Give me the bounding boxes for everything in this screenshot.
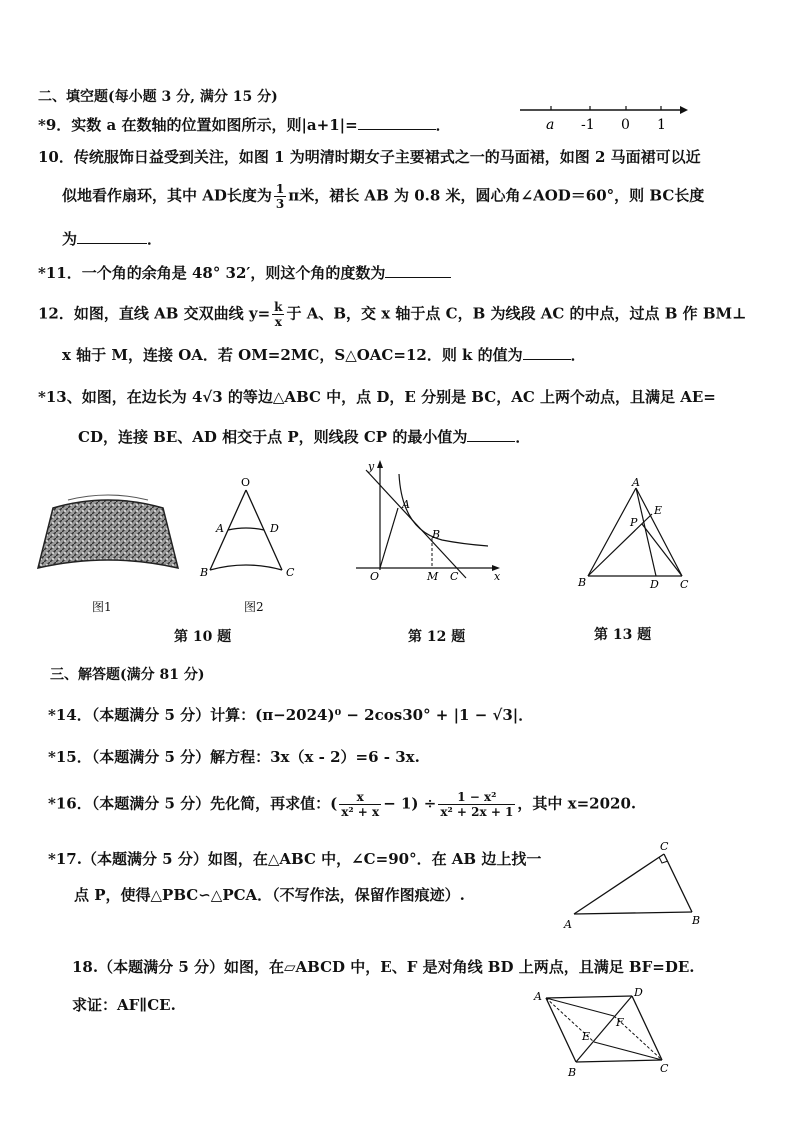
fig2-sector-diagram <box>198 476 318 602</box>
q18-line1: 18.（本题满分 5 分）如图，在▱ABCD 中，E、F 是对角线 BD 上两点，且满足 BF=DE. <box>72 958 695 976</box>
q9-answer-blank <box>358 115 436 130</box>
q10-tail: ． <box>147 230 163 248</box>
q12-label-x: x <box>494 570 501 583</box>
q10-line2 <box>62 182 704 211</box>
q13-label-c: C <box>680 578 689 591</box>
q16-f2-num: 1 − x² <box>438 790 515 805</box>
q12-label-o: O <box>370 570 380 583</box>
q17-triangle-figure <box>564 840 724 930</box>
q13-text: CD，连接 BE、AD 相交于点 P，则线段 CP 的最小值为 <box>78 428 468 446</box>
q12-frac-num: k <box>274 300 283 314</box>
q13-line1: *13、如图，在边长为 4√3 的等边△ABC 中，点 D，E 分别是 BC，AC 上两个动点，且满足 AE= <box>38 388 716 406</box>
q12-tail: ． <box>570 346 586 364</box>
fig1-label: 图1 <box>92 600 112 614</box>
section2-title: 二、填空题(每小题 3 分, 满分 15 分) <box>38 89 278 105</box>
q12-line2 <box>62 344 586 365</box>
q9-label-1: 1 <box>657 117 666 133</box>
q16-fraction-2 <box>438 790 515 819</box>
q11-text: *11．一个角的余角是 48° 32′，则这个角的度数为 <box>38 264 386 282</box>
q18-label-c: C <box>660 1062 669 1075</box>
fig2-point-a: A <box>216 522 224 535</box>
q12-figure-caption: 第 12 题 <box>408 629 466 645</box>
q10-line3 <box>62 228 162 249</box>
q10-frac-num: 1 <box>275 182 285 196</box>
q12-figure <box>352 460 502 590</box>
q9-tail: ． <box>435 116 451 134</box>
q10-frac-den: 3 <box>275 197 285 211</box>
q16-f1-den: x² + x <box>341 805 380 819</box>
q12-text-a: 12．如图，直线 AB 交双曲线 y= <box>38 304 271 323</box>
q13-answer-blank <box>467 427 515 442</box>
q12-label-a: A <box>402 498 410 511</box>
q17-line2: 点 P，使得△PBC∽△PCA．（不写作法，保留作图痕迹）. <box>74 886 465 904</box>
q13-label-d: D <box>650 578 659 591</box>
q18-label-f: F <box>616 1016 624 1029</box>
q9-label-0: 0 <box>621 117 630 133</box>
q12-line1 <box>38 300 747 329</box>
q16-mid: − 1) ÷ <box>383 794 437 813</box>
q10-text-b: π米，裙长 AB 为 0.8 米，圆心角∠AOD＝60°，则 BC长度 <box>288 186 705 205</box>
q9-label-a: a <box>546 117 555 133</box>
q12-label-c: C <box>450 570 459 583</box>
q16-prefix: *16．（本题满分 5 分）先化简，再求值：( <box>48 794 338 813</box>
q9-number-line <box>515 96 695 136</box>
q12-label-m: M <box>427 570 439 583</box>
q10-fraction <box>274 182 286 211</box>
q13-figure <box>576 478 696 598</box>
q18-line2: 求证：AF∥CE. <box>72 996 176 1014</box>
q13-label-e: E <box>654 504 663 517</box>
q16-question <box>48 790 636 819</box>
q12-label-b: B <box>432 528 441 541</box>
q18-label-b: B <box>568 1066 577 1079</box>
q18-label-a: A <box>534 990 542 1003</box>
fig2-label: 图2 <box>244 600 264 614</box>
q13-tail: ． <box>515 428 531 446</box>
q13-figure-caption: 第 13 题 <box>594 627 652 643</box>
q9-question <box>38 114 451 135</box>
q10-line1: 10．传统服饰日益受到关注，如图 1 为明清时期女子主要裙式之一的马面裙，如图 2 马面裙可以近 <box>38 148 701 166</box>
fig2-point-b: B <box>200 566 209 579</box>
q12-answer-blank <box>523 345 571 360</box>
fig1-skirt-picture <box>38 490 178 590</box>
fig2-point-o: O <box>241 476 251 489</box>
q13-label-a: A <box>632 476 640 489</box>
q17-line1: *17.（本题满分 5 分）如图，在△ABC 中，∠C=90°．在 AB 边上找一 <box>48 850 542 868</box>
q10-text-c: 为 <box>62 230 78 248</box>
q18-label-e: E <box>582 1030 591 1043</box>
q17-label-c: C <box>660 840 669 853</box>
q13-label-p: P <box>630 516 638 529</box>
q18-label-d: D <box>634 986 643 999</box>
q14-question: *14．（本题满分 5 分）计算：(π−2024)⁰ − 2cos30° + |1 − √3|． <box>48 706 534 724</box>
q16-f2-den: x² + 2x + 1 <box>440 805 514 819</box>
q10-figure-caption: 第 10 题 <box>174 629 232 645</box>
q15-question: *15．（本题满分 5 分）解方程：3x（x - 2）=6 - 3x. <box>48 748 420 766</box>
q13-line2 <box>78 426 530 447</box>
q17-label-a: A <box>564 918 572 931</box>
q12-label-y: y <box>368 460 375 473</box>
q16-fraction-1 <box>339 790 381 819</box>
q10-text-a: 似地看作扇环，其中 AD长度为 <box>62 186 272 205</box>
q13-label-b: B <box>578 576 587 589</box>
fig2-point-c: C <box>286 566 295 579</box>
q18-parallelogram-figure <box>534 988 684 1078</box>
q12-text-b: 于 A、B，交 x 轴于点 C，B 为线段 AC 的中点，过点 B 作 BM⊥ <box>286 304 747 323</box>
q17-label-b: B <box>692 914 701 927</box>
q12-text-c: x 轴于 M，连接 OA．若 OM=2MC，S△OAC=12．则 k 的值为 <box>62 346 523 364</box>
q10-answer-blank <box>77 229 147 244</box>
q16-f1-num: x <box>339 790 381 805</box>
q11-answer-blank <box>385 263 451 278</box>
q16-suffix: ，其中 x=2020. <box>517 794 637 813</box>
section3-title: 三、解答题(满分 81 分) <box>50 667 205 683</box>
q9-label-neg1: -1 <box>581 117 595 133</box>
q12-frac-den: x <box>274 315 282 329</box>
q9-text: *9．实数 a 在数轴的位置如图所示，则|a+1|= <box>38 116 358 134</box>
fig2-point-d: D <box>270 522 279 535</box>
q11-question <box>38 262 451 283</box>
q12-fraction <box>272 300 284 329</box>
